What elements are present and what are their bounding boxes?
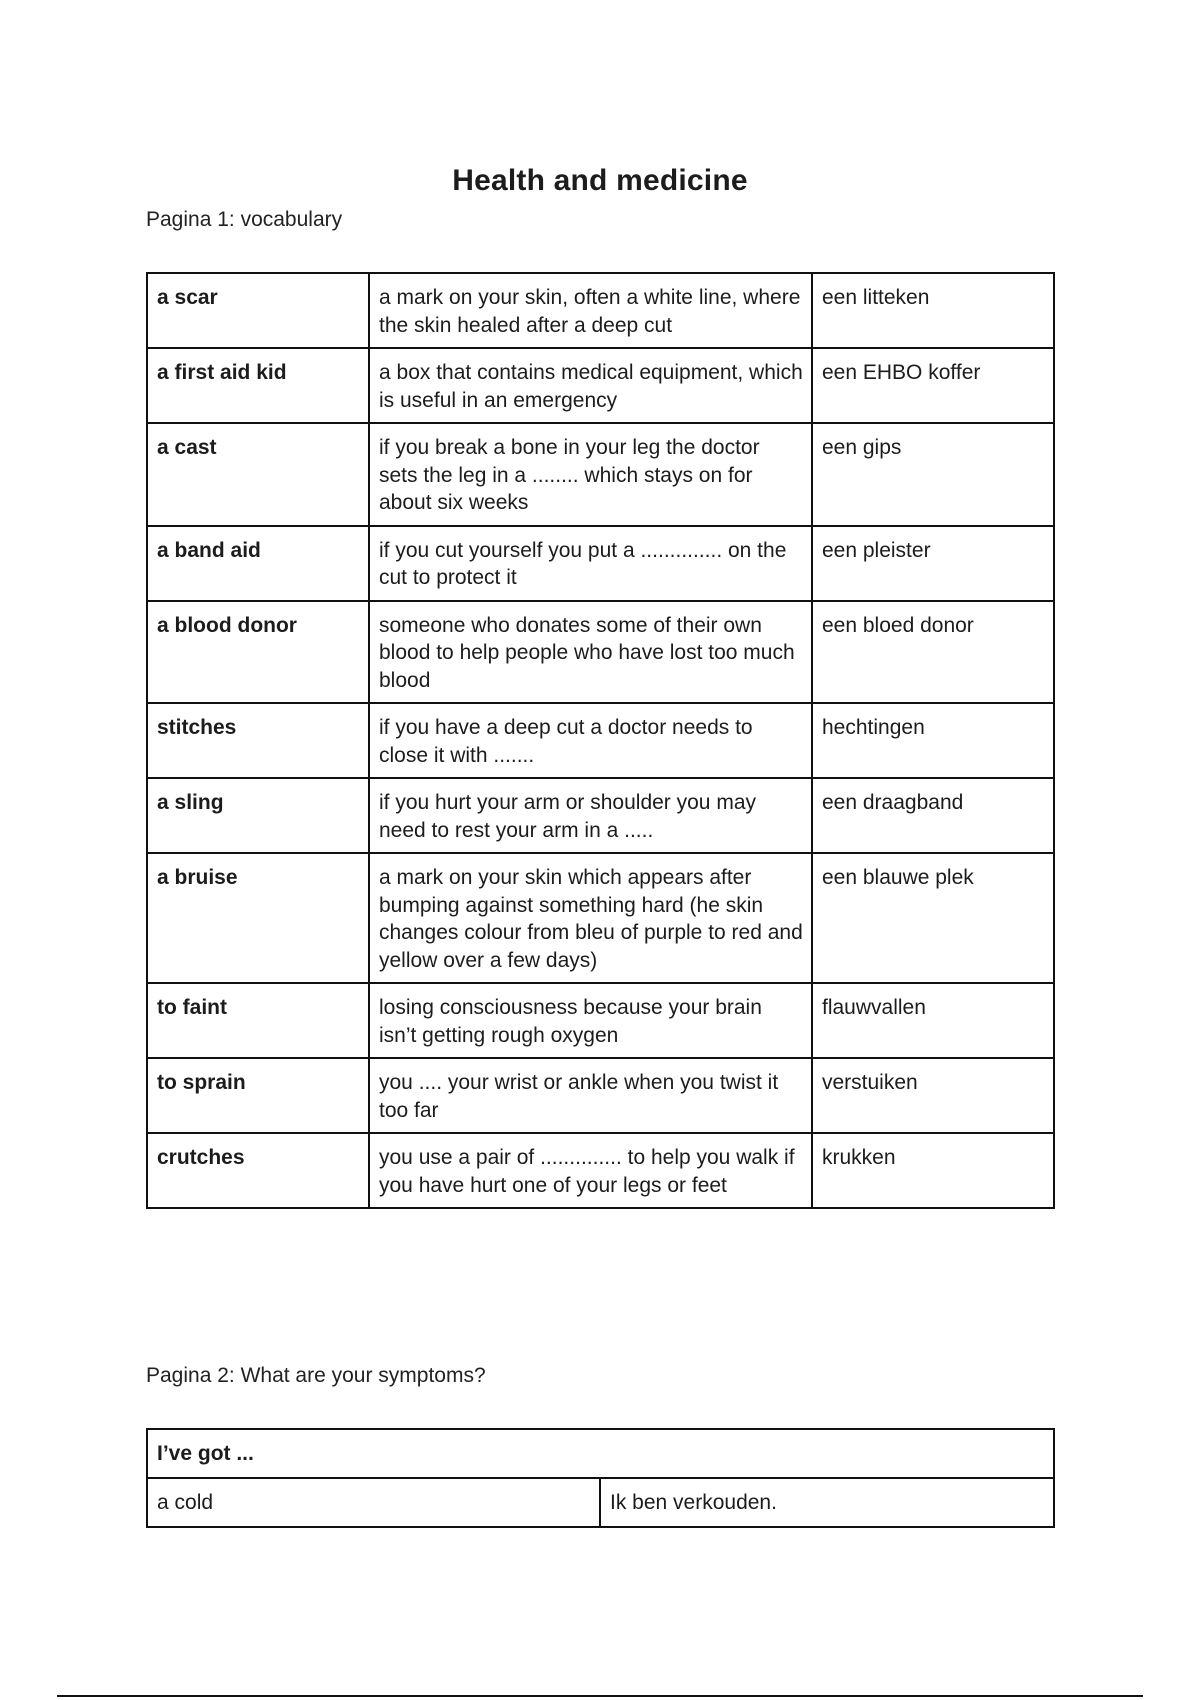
vocab-term: to faint xyxy=(147,983,369,1058)
symptom-row xyxy=(147,1478,1054,1527)
footer-divider xyxy=(57,1695,1143,1697)
vocab-definition: you .... your wrist or ankle when you twist it too far xyxy=(369,1058,812,1133)
vocab-term: a scar xyxy=(147,273,369,348)
vocab-definition: losing consciousness because your brain isn’t getting rough oxygen xyxy=(369,983,812,1058)
section-1-label: Pagina 1: vocabulary xyxy=(146,208,343,231)
vocab-translation: een pleister xyxy=(812,526,1054,601)
vocab-term: a blood donor xyxy=(147,601,369,704)
vocab-definition: you use a pair of .............. to help you walk if you have hurt one of your legs or feet xyxy=(369,1133,812,1208)
vocab-definition: if you cut yourself you put a .............. on the cut to protect it xyxy=(369,526,812,601)
vocab-row xyxy=(147,1133,1054,1208)
vocab-row xyxy=(147,526,1054,601)
vocab-row xyxy=(147,778,1054,853)
vocab-row xyxy=(147,853,1054,983)
symptoms-header: I’ve got ... xyxy=(147,1429,1054,1478)
vocab-term: a cast xyxy=(147,423,369,526)
vocab-translation: verstuiken xyxy=(812,1058,1054,1133)
vocab-row xyxy=(147,601,1054,704)
vocab-translation: een draagband xyxy=(812,778,1054,853)
vocab-term: crutches xyxy=(147,1133,369,1208)
symptoms-header-row xyxy=(147,1429,1054,1478)
vocab-translation: een EHBO koffer xyxy=(812,348,1054,423)
vocab-definition: someone who donates some of their own blood to help people who have lost too much blood xyxy=(369,601,812,704)
section-2-label: Pagina 2: What are your symptoms? xyxy=(146,1364,486,1387)
vocab-translation: flauwvallen xyxy=(812,983,1054,1058)
vocab-translation: een blauwe plek xyxy=(812,853,1054,983)
vocab-row xyxy=(147,348,1054,423)
vocab-row xyxy=(147,423,1054,526)
vocab-row xyxy=(147,1058,1054,1133)
vocab-definition: a box that contains medical equipment, which is useful in an emergency xyxy=(369,348,812,423)
vocab-row xyxy=(147,273,1054,348)
symptom-english: a cold xyxy=(147,1478,600,1527)
vocab-definition: a mark on your skin, often a white line, where the skin healed after a deep cut xyxy=(369,273,812,348)
vocab-term: stitches xyxy=(147,703,369,778)
vocab-definition: if you break a bone in your leg the doctor sets the leg in a ........ which stays on for about six weeks xyxy=(369,423,812,526)
vocab-term: a bruise xyxy=(147,853,369,983)
symptoms-table xyxy=(146,1428,1055,1528)
vocab-row xyxy=(147,983,1054,1058)
vocab-translation: een gips xyxy=(812,423,1054,526)
vocab-term: a sling xyxy=(147,778,369,853)
vocab-term: a band aid xyxy=(147,526,369,601)
vocab-translation: hechtingen xyxy=(812,703,1054,778)
vocabulary-table xyxy=(146,272,1055,1209)
vocab-term: a first aid kid xyxy=(147,348,369,423)
vocab-definition: if you hurt your arm or shoulder you may need to rest your arm in a ..... xyxy=(369,778,812,853)
vocab-definition: a mark on your skin which appears after bumping against something hard (he skin changes colour from bleu of purple to red and yellow over a few days) xyxy=(369,853,812,983)
vocab-row xyxy=(147,703,1054,778)
vocab-translation: een litteken xyxy=(812,273,1054,348)
vocab-term: to sprain xyxy=(147,1058,369,1133)
vocab-definition: if you have a deep cut a doctor needs to close it with ....... xyxy=(369,703,812,778)
vocab-translation: een bloed donor xyxy=(812,601,1054,704)
symptom-dutch: Ik ben verkouden. xyxy=(600,1478,1054,1527)
vocab-translation: krukken xyxy=(812,1133,1054,1208)
page-title: Health and medicine xyxy=(452,164,748,197)
